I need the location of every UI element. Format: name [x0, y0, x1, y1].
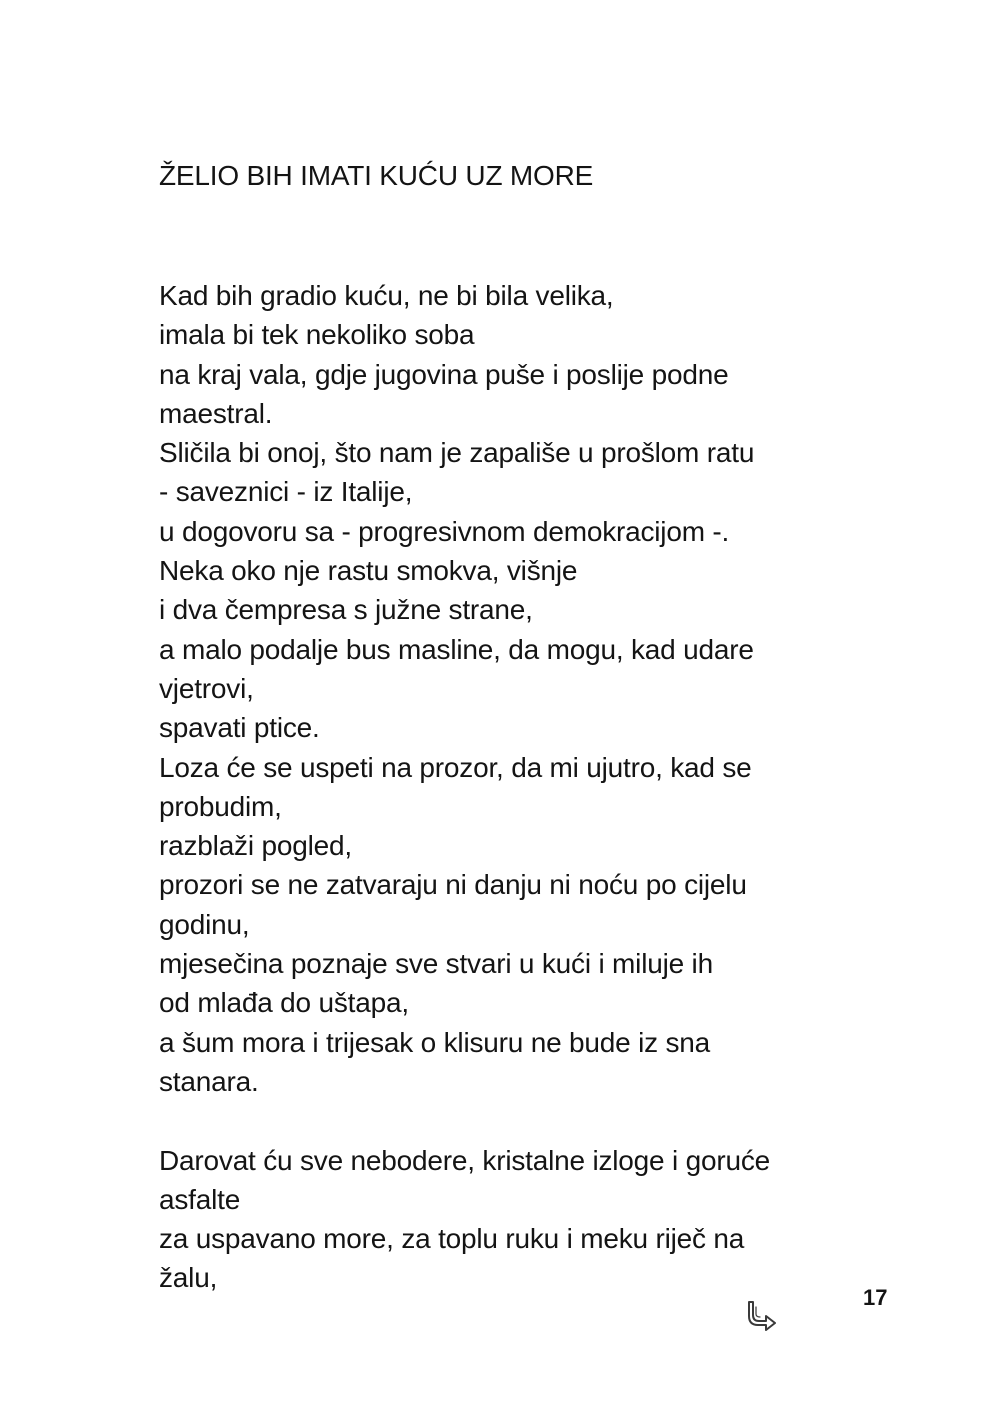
poem-line: Darovat ću sve nebodere, kristalne izloge i goruće: [159, 1144, 771, 1176]
turn-page-arrow-icon: [746, 1298, 780, 1332]
poem-line: Sličila bi onoj, što nam je zapališe u prošlom ratu: [159, 437, 755, 469]
poem-line: godinu,: [159, 908, 250, 940]
poem-line: i dva čempresa s južne strane,: [159, 594, 533, 626]
poem-line: Kad bih gradio kuću, ne bi bila velika,: [159, 280, 614, 311]
poem-line: asfalte: [159, 1183, 241, 1215]
poem-line: - saveznici - iz Italije,: [159, 476, 413, 508]
poem-line: probudim,: [159, 790, 282, 822]
poem-line: a šum mora i trijesak o klisuru ne bude iz sna: [159, 1026, 711, 1058]
poem-line: od mlađa do uštapa,: [159, 987, 409, 1019]
poem-line: Neka oko nje rastu smokva, višnje: [159, 555, 578, 587]
poem-line: a malo podalje bus masline, da mogu, kad udare: [159, 633, 754, 665]
page-number: 17: [863, 1285, 888, 1310]
poem-line: vjetrovi,: [159, 672, 254, 704]
poem-line: razblaži pogled,: [159, 830, 352, 862]
poem-line: spavati ptice.: [159, 712, 320, 744]
poem-line: prozori se ne zatvaraju ni danju ni noću po cijelu: [159, 869, 747, 901]
poem-line: za uspavano more, za toplu ruku i meku riječ na: [159, 1223, 745, 1255]
poem-line: imala bi tek nekoliko soba: [159, 319, 475, 351]
poem-line: na kraj vala, gdje jugovina puše i poslije podne: [159, 358, 729, 390]
stanza-2: [159, 1141, 849, 1298]
poem-line: stanara.: [159, 1065, 259, 1097]
poem-line: u dogovoru sa - progresivnom demokracijom -.: [159, 515, 730, 547]
poem-line: mjesečina poznaje sve stvari u kući i miluje ih: [159, 948, 713, 980]
poem-line: žalu,: [159, 1262, 218, 1294]
stanza-1: [159, 276, 849, 1101]
poem-title: ŽELIO BIH IMATI KUĆU UZ MORE: [159, 160, 594, 191]
poem-line: maestral.: [159, 397, 273, 429]
poem-line: Loza će se uspeti na prozor, da mi ujutro, kad se: [159, 751, 752, 783]
poem-body: [159, 276, 849, 1298]
